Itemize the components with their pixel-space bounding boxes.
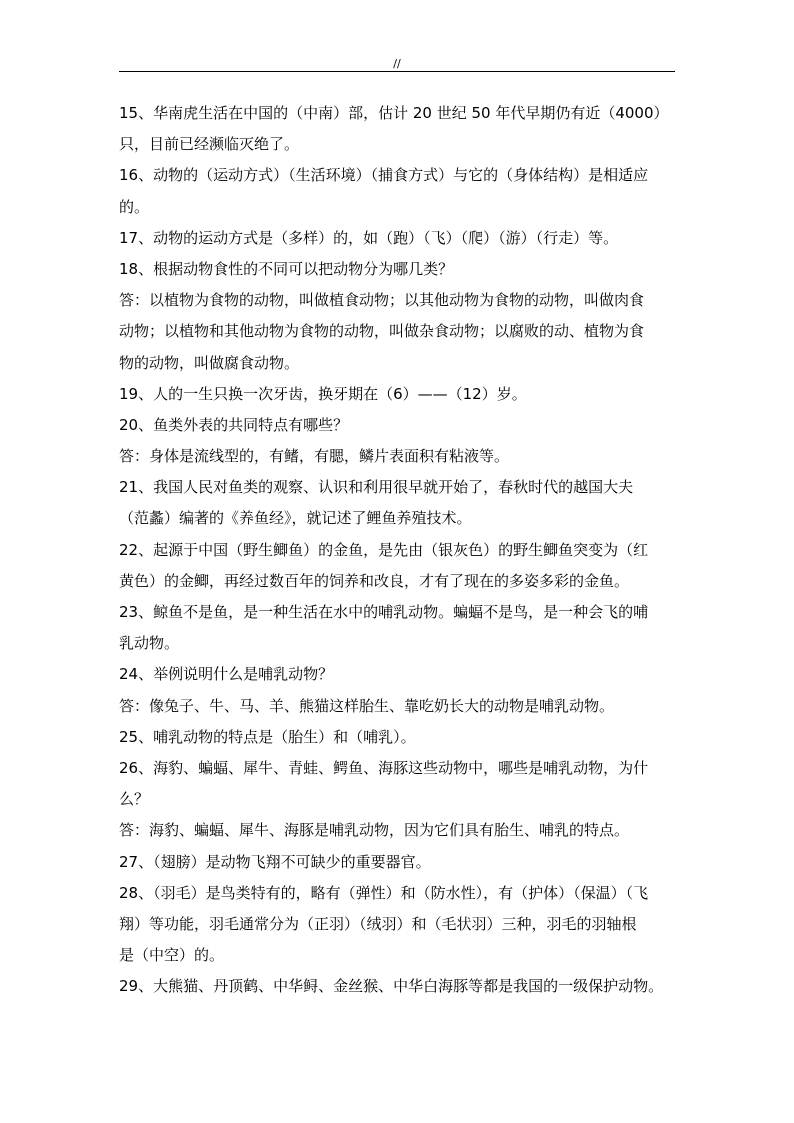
text-line: 25、哺乳动物的特点是（胎生）和（哺乳）。	[119, 727, 416, 746]
text-line: 的。	[119, 197, 150, 216]
text-line: 20、鱼类外表的共同特点有哪些？	[119, 415, 349, 434]
text-line: 24、举例说明什么是哺乳动物？	[119, 665, 334, 684]
text-line: 只，目前已经濒临灭绝了。	[119, 135, 300, 154]
text-line: 翔）等功能，羽毛通常分为（正羽）（绒羽）和（毛状羽）三种，羽毛的羽轴根	[119, 914, 637, 933]
header-rule	[119, 71, 675, 72]
text-line: 19、人的一生只换一次牙齿，换牙期在（6）——（12）岁。	[119, 384, 527, 403]
text-line: 答：像兔子、牛、马、羊、熊猫这样胎生、靠吃奶长大的动物是哺乳动物。	[119, 696, 615, 715]
text-line: 是（中空）的。	[119, 946, 225, 965]
text-line: 黄色）的金鲫，再经过数百年的饲养和改良，才有了现在的多姿多彩的金鱼。	[119, 571, 630, 590]
text-line: 21、我国人民对鱼类的观察、认识和利用很早就开始了，春秋时代的越国大夫	[119, 478, 634, 497]
text-line: 物的动物，叫做腐食动物。	[119, 353, 300, 372]
text-line: 27、（翅膀）是动物飞翔不可缺少的重要器官。	[119, 852, 431, 871]
text-line: 23、鲸鱼不是鱼，是一种生活在水中的哺乳动物。蝙蝠不是鸟，是一种会飞的哺	[119, 603, 649, 621]
text-line: 29、大熊猫、丹顶鹤、中华鲟、金丝猴、中华白海豚等都是我国的一级保护动物。	[119, 977, 664, 996]
text-line: 18、根据动物食性的不同可以把动物分为哪几类？	[119, 259, 454, 278]
text-line: 答：身体是流线型的，有鳍，有腮，鳞片表面积有粘液等。	[119, 447, 510, 466]
text-line: 16、动物的（运动方式）（生活环境）（捕食方式）与它的（身体结构）是相适应	[119, 166, 649, 185]
text-line: （范蠡）编著的《养鱼经》，就记述了鲤鱼养殖技术。	[119, 509, 472, 528]
header-mark: //	[393, 57, 401, 70]
text-line: 么？	[119, 790, 150, 809]
text-line: 28、（羽毛）是鸟类特有的，略有（弹性）和（防水性），有（护体）（保温）（飞	[119, 883, 649, 902]
text-line: 26、海豹、蝙蝠、犀牛、青蛙、鳄鱼、海豚这些动物中，哪些是哺乳动物，为什	[119, 758, 649, 777]
text-line: 答：海豹、蝙蝠、犀牛、海豚是哺乳动物，因为它们具有胎生、哺乳的特点。	[119, 821, 630, 840]
text-line: 动物；以植物和其他动物为食物的动物，叫做杂食动物；以腐败的动、植物为食	[119, 322, 645, 341]
text-line: 17、动物的运动方式是（多样）的，如（跑）（飞）（爬）（游）（行走）等。	[119, 228, 619, 247]
document-body	[119, 98, 675, 1002]
text-line: 15、华南虎生活在中国的（中南）部，估计 20 世纪 50 年代早期仍有近（4000）	[119, 104, 669, 122]
text-line: 答：以植物为食物的动物，叫做植食动物；以其他动物为食物的动物，叫做肉食	[119, 291, 645, 310]
text-line: 乳动物。	[119, 634, 180, 653]
text-line: 22、起源于中国（野生鲫鱼）的金鱼，是先由（银灰色）的野生鲫鱼突变为（红	[119, 540, 649, 559]
